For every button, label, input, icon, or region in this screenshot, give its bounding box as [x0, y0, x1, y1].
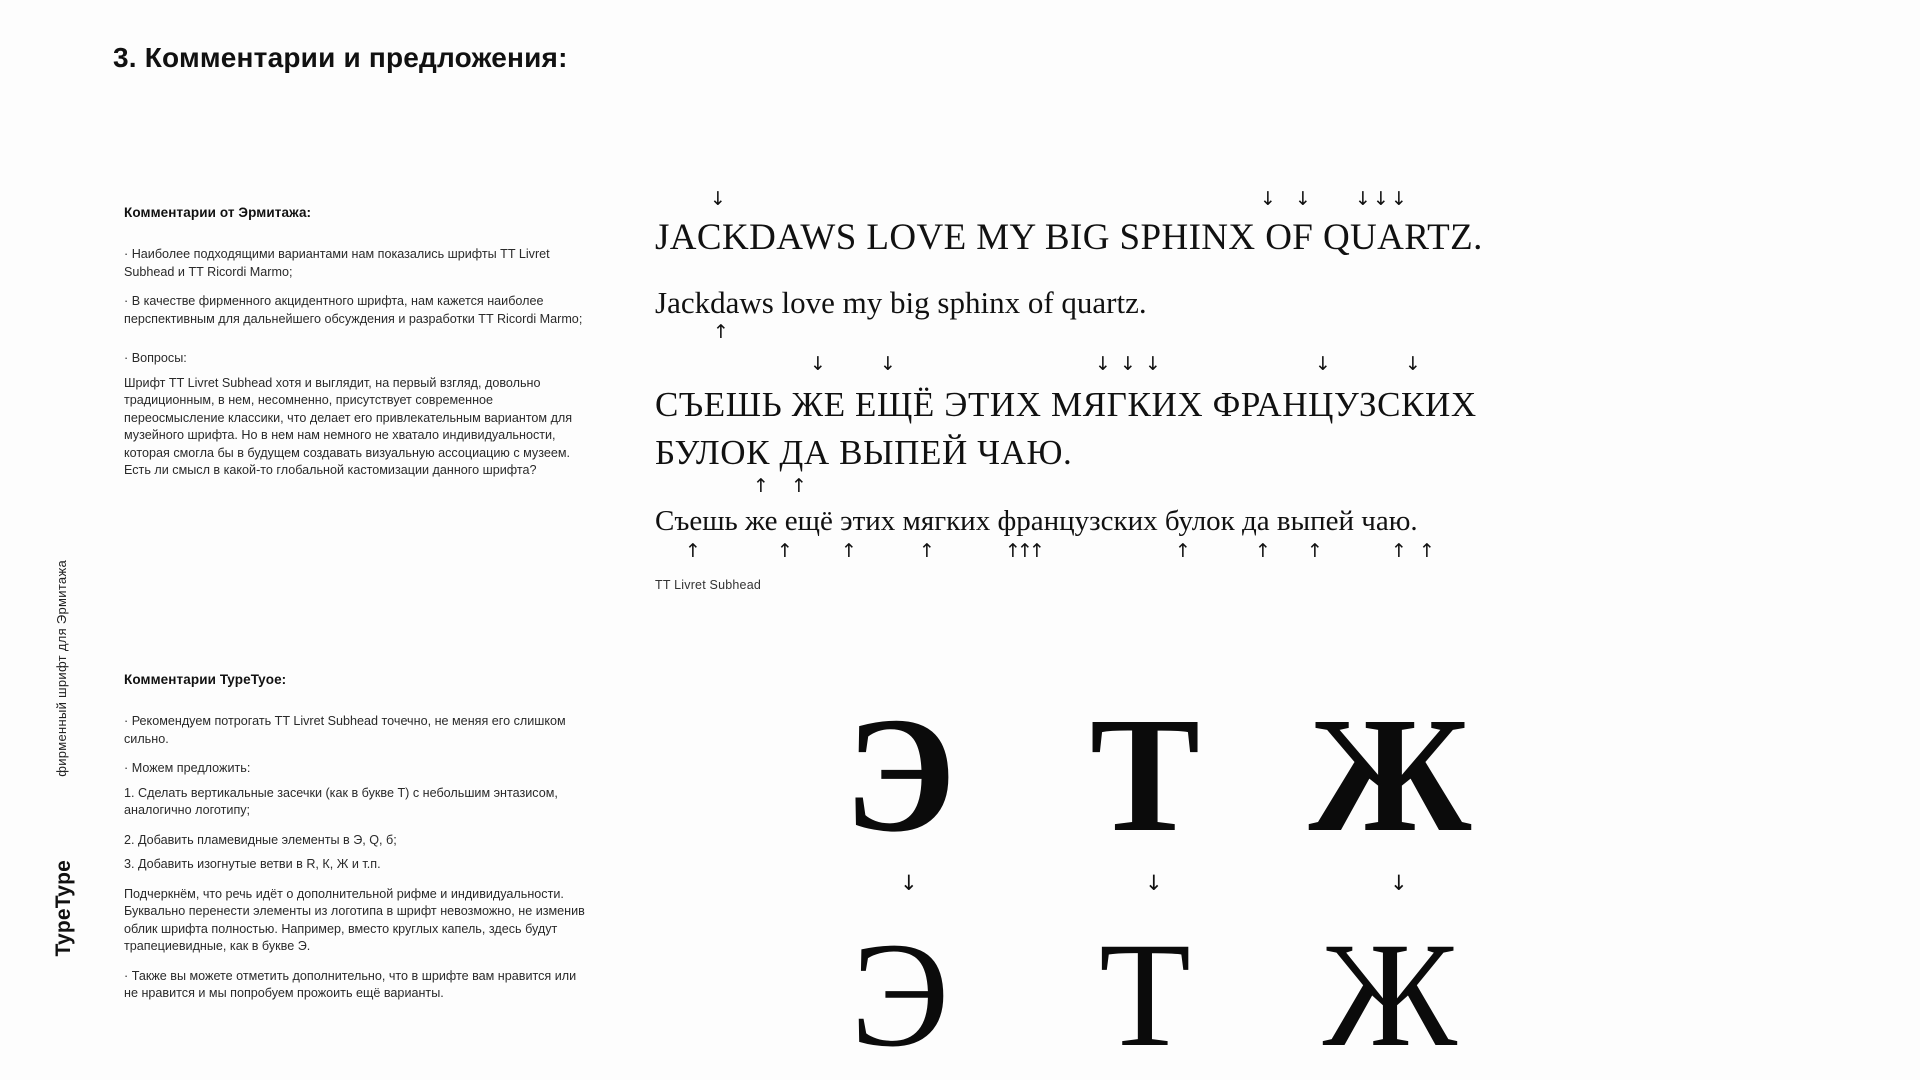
- annotation-arrow-up: ↑: [685, 540, 701, 562]
- annotation-arrow-down: ↓: [1295, 188, 1311, 210]
- comments-hermitage-column: [124, 205, 586, 492]
- annotation-arrow-up: ↑: [1307, 540, 1323, 562]
- glyph-display-1: Т: [1089, 683, 1201, 866]
- annotation-arrow-up: ↑: [1419, 540, 1435, 562]
- specimen-font-caption: TT Livret Subhead: [655, 578, 762, 592]
- specimen-line-ru-caps-1: СЪЕШЬ ЖЕ ЕЩЁ ЭТИХ МЯГКИХ ФРАНЦУЗСКИХ: [655, 385, 1477, 424]
- annotation-arrow-down: ↓: [1355, 188, 1371, 210]
- annotation-arrow-down: ↓: [1145, 871, 1163, 895]
- glyph-text-0: Э: [850, 912, 950, 1078]
- comments-typetype-heading: Комментарии TypeTyoe:: [124, 672, 287, 687]
- annotation-arrow-up: ↑: [1017, 540, 1033, 562]
- comments-hermitage-heading: Комментарии от Эрмитажа:: [124, 205, 312, 220]
- comment-paragraph: 3. Добавить изогнутые ветви в R, К, Ж и т.п.: [124, 857, 381, 871]
- annotation-arrow-down: ↓: [810, 353, 826, 375]
- annotation-arrow-down: ↓: [1145, 353, 1161, 375]
- comment-paragraph: Подчеркнём, что речь идёт о дополнительной рифме и индивидуальности. Буквально перенести элементы из логотипа в шрифт невозможно, не изменив облик шрифта полностью. Например, вместо круглых капель, здесь будут трапециевидные, как в букве Э.: [124, 886, 585, 953]
- specimen-line-en-lower: Jackdaws love my big sphinx of quartz.: [655, 285, 1147, 320]
- glyph-text-1: Т: [1099, 912, 1191, 1078]
- annotation-arrow-up: ↑: [1029, 540, 1045, 562]
- glyph-comparison: [800, 683, 1480, 1090]
- annotation-arrow-down: ↓: [900, 871, 918, 895]
- comment-paragraph: · Также вы можете отметить дополнительно, что в шрифте вам нравится или не нравится и мы попробуем прожоить ещё варианты.: [124, 968, 577, 1000]
- type-specimen: [655, 190, 1855, 592]
- specimen-line-ru-caps-2: БУЛОК ДА ВЫПЕЙ ЧАЮ.: [655, 433, 1073, 472]
- rail-subtitle: фирменный шрифт для Эрмитажа: [54, 560, 69, 777]
- comment-paragraph: 2. Добавить пламевидные элементы в Э, Q, б;: [124, 832, 397, 847]
- comment-paragraph: Шрифт TT Livret Subhead хотя и выглядит, на первый взгляд, довольно традиционным, в нем, несомненно, присутствует современное переосмысление классики, что делает его привлекательным вариантом для музейного шрифта. Но в нем нам немного не хватало индивидуальности, которая смогла бы в будущем создавать визуальную ассоциацию с музеем. Есть ли смысл в какой-то глобальной кастомизации данного шрифта?: [124, 375, 573, 477]
- arrow-row-top: [655, 190, 1855, 216]
- glyph-display-0: Э: [844, 683, 956, 866]
- annotation-arrow-down: ↓: [1373, 188, 1389, 210]
- annotation-arrow-up: ↑: [1255, 540, 1271, 562]
- arrow-row-mid: [655, 321, 1855, 355]
- annotation-arrow-up: ↑: [841, 540, 857, 562]
- annotation-arrow-up: ↑: [777, 540, 793, 562]
- comment-paragraph: · Вопросы:: [124, 351, 187, 365]
- comment-paragraph: · В качестве фирменного акцидентного шрифта, нам кажется наиболее перспективным для дальнейшего обсуждения и разработки TT Ricordi Marmo;: [124, 294, 583, 326]
- comment-paragraph: · Рекомендуем потрогать TT Livret Subhead точечно, не меняя его слишком сильно.: [124, 714, 566, 746]
- comment-paragraph: 1. Сделать вертикальные засечки (как в букве Т) с небольшим энтазисом, аналогично логотипу;: [124, 785, 558, 817]
- glyph-text-2: Ж: [1322, 912, 1458, 1078]
- annotation-arrow-up: ↑: [919, 540, 935, 562]
- annotation-arrow-down: ↓: [1390, 871, 1408, 895]
- specimen-line-ru-caps: [655, 381, 1855, 477]
- rail-brand: TypeType: [52, 860, 75, 957]
- annotation-arrow-down: ↓: [1095, 353, 1111, 375]
- glyph-row-display: [800, 683, 1480, 870]
- annotation-arrow-up: ↑: [753, 475, 769, 497]
- annotation-arrow-up: ↑: [713, 321, 729, 343]
- glyph-arrow-row: [800, 870, 1480, 910]
- glyph-display-2: Ж: [1308, 683, 1472, 866]
- annotation-arrow-up: ↑: [1175, 540, 1191, 562]
- annotation-arrow-down: ↓: [1260, 188, 1276, 210]
- annotation-arrow-down: ↓: [1391, 188, 1407, 210]
- annotation-arrow-down: ↓: [880, 353, 896, 375]
- annotation-arrow-up: ↑: [1391, 540, 1407, 562]
- glyph-row-text: [800, 910, 1480, 1090]
- comment-paragraph: · Наиболее подходящими вариантами нам показались шрифты TT Livret Subhead и TT Ricordi Marmo;: [124, 247, 550, 279]
- annotation-arrow-down: ↓: [1405, 353, 1421, 375]
- annotation-arrow-down: ↓: [710, 188, 726, 210]
- arrow-row-ru-caps-up: [655, 477, 1855, 505]
- annotation-arrow-up: ↑: [791, 475, 807, 497]
- annotation-arrow-down: ↓: [1120, 353, 1136, 375]
- annotation-arrow-down: ↓: [1315, 353, 1331, 375]
- comments-typetype-column: [124, 672, 586, 1015]
- specimen-line-ru-lower: Съешь же ещё этих мягких французских булок да выпей чаю.: [655, 505, 1418, 537]
- annotation-arrow-up: ↑: [1005, 540, 1021, 562]
- arrow-row-ru-caps: [655, 355, 1855, 381]
- arrow-row-ru-lower-up: [655, 538, 1855, 578]
- page-title: 3. Комментарии и предложения:: [113, 42, 568, 73]
- specimen-line-en-caps: JACKDAWS LOVE MY BIG SPHINX OF QUARTZ.: [655, 217, 1483, 258]
- comment-paragraph: · Можем предложить:: [124, 761, 251, 775]
- side-rail: [44, 560, 84, 1060]
